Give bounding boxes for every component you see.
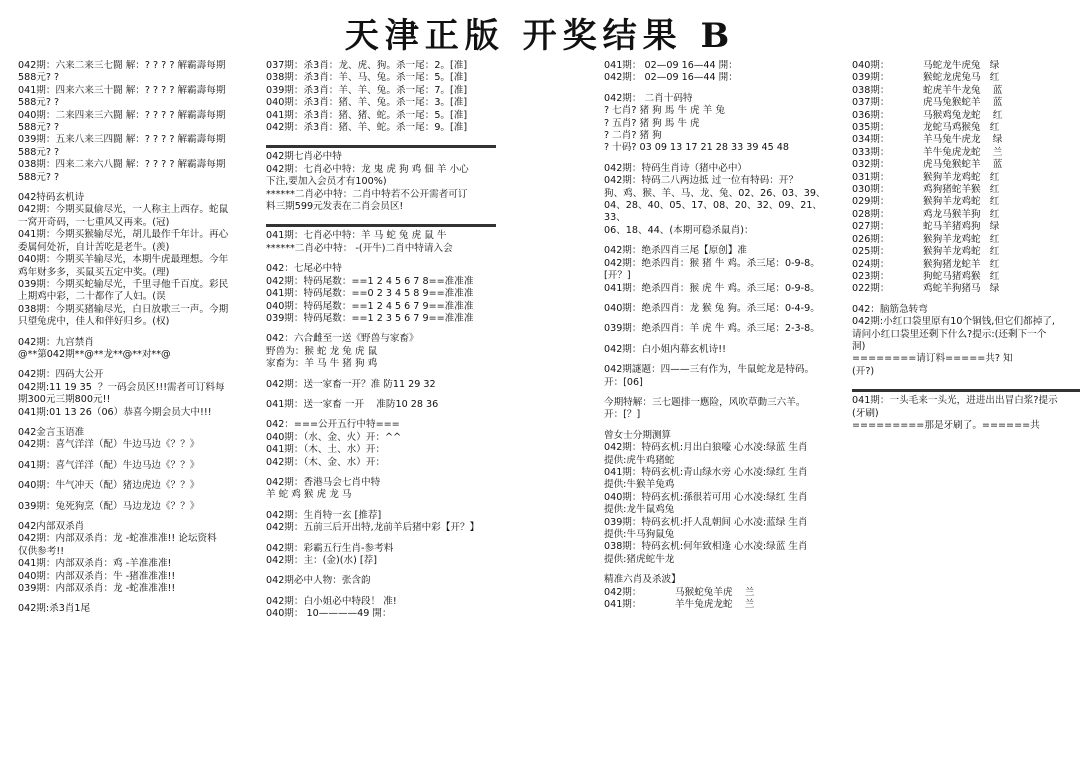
text-line: 041期：杀3肖：猪、猪、蛇。杀一尾：5。[准] <box>266 109 468 121</box>
text-line: 022期： 鸡蛇羊狗猪马 绿 <box>852 283 1000 295</box>
text-line: 025期： 猴狗羊龙鸡蛇 红 <box>852 246 1000 258</box>
text-line: 023期： 狗蛇马猪鸡猴 红 <box>852 270 1000 282</box>
text-line: 狗、鸡、猴、羊、马、龙、兔、02、26、03、39、 <box>604 187 826 199</box>
text-line: 041期： 羊牛兔虎龙蛇 兰 <box>604 599 755 611</box>
text-line: 038期：今期买猪输尽光，白日放歌三一声。今期 <box>18 303 229 315</box>
text-line: 031期： 猴狗羊龙鸡蛇 红 <box>852 171 1000 183</box>
text-line: 032期： 虎马兔猴蛇羊 蓝 <box>852 159 1003 171</box>
divider <box>266 224 496 227</box>
text-line <box>604 295 840 303</box>
text-line: ? 十码? 03 09 13 17 21 28 33 39 45 48 <box>604 142 789 154</box>
text-line <box>266 134 496 142</box>
text-line: 041期：喜气洋洋（配）牛边马边《？？》 <box>18 459 200 471</box>
text-line: ? 五肖? 猪 狗 馬 牛 虎 <box>604 117 700 129</box>
text-line: 042金言玉语准 <box>18 426 85 438</box>
text-line: 588元? ? <box>18 97 60 109</box>
text-line: 042期：主：(金)(水) [荐] <box>266 555 377 566</box>
text-line: 041期：今期买猴输尽光，胡儿最作千年计。再心 <box>18 229 229 241</box>
text-line: 039期：绝杀四肖：羊 虎 牛 鸡。杀三尾：2-3-8。 <box>604 323 820 335</box>
text-line: 039期：杀3肖：羊、羊、兔。杀一尾：7。[准] <box>266 84 468 96</box>
text-line: 042期：七肖必中特：龙 鬼 虎 狗 鸡 佃 羊 小心 <box>266 163 469 175</box>
text-line <box>852 378 1080 386</box>
text-line: 041期：特码玄机:青山绿水旁 心水凌:绿红 生肖 <box>604 466 808 478</box>
text-line: 042期：今期买鼠偷尽光，一人称主上西存。蛇鼠 <box>18 204 229 216</box>
text-line: 期300元三期800元!! <box>18 394 111 406</box>
text-line: 040期：杀3肖：猪、羊、兔。杀一尾：3。[准] <box>266 97 468 109</box>
text-line <box>18 419 256 427</box>
text-line: 只望兔虎中，佳人和伴好归乡。(权) <box>18 316 170 328</box>
text-line: 请问小红口袋里还剩下什么?提示:(还剩下一个 <box>852 328 1047 340</box>
text-line: 042期：喜气洋洋（配）牛边马边《？？》 <box>18 439 200 451</box>
text-line: 041期：一头毛来一头光，进进出出冒白浆?提示 <box>852 395 1058 407</box>
text-line: 041期：送一家畜 一开 准防10 28 36 <box>266 398 439 410</box>
text-line: 041期：四来六来三十闘 解：? ? ? ? 解霸壽每期 <box>18 84 226 96</box>
text-line: 039期： 猴蛇龙虎兔马 红 <box>852 72 1000 84</box>
text-line: 042期： 二肖十码特 <box>604 92 693 104</box>
text-line: =========那是牙刷了。======共 <box>852 419 1040 431</box>
text-line: 042期：内部双杀肖：龙 -蛇准准准!! 论坛资料 <box>18 533 217 545</box>
text-line: 041期：内部双杀肖：鸡 -羊准准准! <box>18 558 172 570</box>
text-line: 024期： 猴狗猪龙蛇羊 红 <box>852 258 1000 270</box>
text-line: 038期： 蛇虎羊牛龙兔 蓝 <box>852 84 1003 96</box>
text-line: ========请订料=====共? 知 <box>852 353 1013 365</box>
text-line <box>604 85 840 93</box>
text-line: 曾女士分期测算 <box>604 429 672 441</box>
text-line: 039期：特码玄机:扦人乱朝间 心水凌:蓝绿 生肖 <box>604 516 808 528</box>
text-line: 042：脑筋急转弯 <box>852 303 928 315</box>
text-line: 027期： 蛇马羊猪鸡狗 绿 <box>852 221 1000 233</box>
text-line: 039期：特码尾数：==1 2 3 5 6 7 9==准准准 <box>266 312 474 324</box>
text-line: 041期：绝杀四肖：猴 虎 牛 鸡。杀三尾：0-9-8。 <box>604 282 820 294</box>
text-line: 042期：六来二来三七闘 解：? ? ? ? 解霸壽每期 <box>18 60 226 71</box>
text-line: 040期：内部双杀肖：牛 -猪准准准!! <box>18 570 176 582</box>
text-line <box>266 535 496 543</box>
text-line: 588元? ? <box>18 72 60 84</box>
column-3 <box>604 60 840 765</box>
text-line: 精准六肖及杀波】 <box>604 574 681 586</box>
text-line: @**第042期**@**龙**@**对**@ <box>18 348 171 360</box>
text-line: 042期：特码二八两边抵 过一位有特码：开？ <box>604 175 799 187</box>
text-line: 039期：今期买蛇输尽光，千里寻他千百度。彩民 <box>18 278 229 290</box>
text-line: 040期： 10————49 開： <box>266 608 392 620</box>
text-line: 开：[？] <box>604 409 641 421</box>
text-line: 038期：杀3肖：羊、马、兔。杀一尾：5。[准] <box>266 72 468 84</box>
text-line <box>266 391 496 399</box>
text-line: 037期：杀3肖：龙、虎、狗。杀一尾：2。[准] <box>266 60 468 71</box>
text-line: 034期： 羊马兔牛虎龙 绿 <box>852 134 1003 146</box>
text-line: 040期：特码玄机:孫很若可用 心水凌:绿红 生肖 <box>604 491 808 503</box>
text-line: 042期：白小姐必中特段！ 准! <box>266 595 397 607</box>
text-line: 040期：今期买羊输尽光，本期牛虎最理想。今年 <box>18 254 229 266</box>
text-line: 588元? ? <box>18 122 60 134</box>
text-line: 料三期599元发表在二肖会员区! <box>266 201 404 213</box>
text-line: 委属何处祈，自计苦吃是老牛。(羡) <box>18 241 170 253</box>
text-line: 040期：二来四来三六闘 解：? ? ? ? 解霸壽每期 <box>18 109 226 121</box>
text-line <box>604 155 840 163</box>
text-line: 上期鸡中彩，二十都作了人妇。(误 <box>18 291 166 303</box>
text-line: 041期：特码尾数：==0 2 3 4 5 8 9==准准准 <box>266 288 474 300</box>
text-line: 029期： 猴狗羊龙鸡蛇 红 <box>852 196 1000 208</box>
text-line <box>266 469 496 477</box>
text-line: 仅供参考!! <box>18 545 65 557</box>
text-line: ? 二肖? 猪 狗 <box>604 130 662 142</box>
text-line: ******二肖必中特： -(开牛)二肖中特请入会 <box>266 242 453 254</box>
text-line: 042期:杀3肖1尾 <box>18 603 91 615</box>
text-line: 042期：绝杀四肖：猴 猪 牛 鸡。杀三尾：0-9-8。 <box>604 257 820 269</box>
text-line: 040期：牛气冲天（配）猪边虎边《？？》 <box>18 480 200 492</box>
text-line: 041期:01 13 26（06）恭喜今期会员大中!!! <box>18 406 212 418</box>
text-line: 026期： 猴狗羊龙鸡蛇 红 <box>852 233 1000 245</box>
page-title: 天津正版 开奖结果 B <box>344 16 736 56</box>
text-line <box>604 389 840 397</box>
text-line: 今期特解：三七题排一應险，风吹草動三六羊。 <box>604 396 806 408</box>
text-line: 提供:牛马狗鼠兔 <box>604 529 675 540</box>
text-line: 042期：白小姐内幕玄机诗!! <box>604 343 726 355</box>
text-line: 042期：生肖特一玄 [推荐] <box>266 509 382 521</box>
column-1 <box>18 60 256 765</box>
text-line: 036期： 马猴鸡兔龙蛇 红 <box>852 109 1003 121</box>
text-line: 042内部双杀肖 <box>18 521 85 532</box>
text-line <box>604 336 840 344</box>
text-line: 提供:牛猴羊兔鸡 <box>604 479 675 491</box>
text-line: 042期：特码生肖诗（猪中必中） <box>604 162 748 174</box>
text-line <box>852 296 1080 304</box>
text-line: 06、18、44、(本期可稳杀鼠肖)： <box>604 224 754 236</box>
text-line: 042期：四码大公开 <box>18 369 104 381</box>
text-line <box>18 493 256 501</box>
text-line: 04、28、40、05、17、08、20、32、09、21、33、 <box>604 200 823 224</box>
text-line: 一窝开奇码，一七重风又再来。(冠) <box>18 216 170 228</box>
text-line: 040期：绝杀四肖：龙 猴 兔 狗。杀三尾：0-4-9。 <box>604 302 820 314</box>
text-line: 洞) <box>852 340 866 352</box>
text-line: 033期： 羊牛兔虎龙蛇 兰 <box>852 146 1003 158</box>
text-line <box>18 513 256 521</box>
text-line: 042：===公开五行中特=== <box>266 419 400 431</box>
text-line: 042：六合雌至一送《野兽与家畜》 <box>266 333 419 345</box>
text-line: 鸡年财多多，买鼠买五定中奖。(理) <box>18 266 170 278</box>
text-line: [开？] <box>604 270 631 282</box>
text-line: 042期七肖必中特 <box>266 151 342 163</box>
text-line: 042期：杀3肖：猪、羊、蛇。杀一尾：9。[准] <box>266 122 468 134</box>
text-line <box>18 329 256 337</box>
text-line: 下注,要加入会员才有100%) <box>266 176 387 188</box>
text-line <box>604 356 840 364</box>
text-line: 042期：绝杀四肖三尾【原创】准 <box>604 245 748 257</box>
text-line: 038期：特码玄机:何年致相逢 心水凌:绿蓝 生肖 <box>604 541 808 553</box>
text-line <box>18 452 256 460</box>
text-line: 041期：七肖必中特：羊 马 蛇 兔 虎 鼠 牛 <box>266 230 447 242</box>
column-4 <box>852 60 1080 765</box>
text-line: 042期：香港马会七肖中特 <box>266 476 381 488</box>
text-line: 野兽为：猴 蛇 龙 兔 虎 鼠 <box>266 345 378 357</box>
text-line: 039期：内部双杀肖：龙 -蛇准准准!! <box>18 583 176 595</box>
text-line <box>266 371 496 379</box>
text-line: 提供:猪虎蛇牛龙 <box>604 553 675 565</box>
text-line: 039期：兔死狗烹（配）马边龙边《？？》 <box>18 500 200 512</box>
text-line <box>266 213 496 221</box>
text-line: 042期： 02—09 16—44 開： <box>604 72 738 84</box>
divider <box>852 389 1080 392</box>
text-line: 042期:小红口袋里原有10个铜钱,但它们都掉了, <box>852 316 1055 328</box>
text-line <box>18 184 256 192</box>
text-line: 042期：送一家畜一开？准 防11 29 32 <box>266 378 436 390</box>
text-line: 042期： 马猴蛇兔羊虎 兰 <box>604 586 755 598</box>
text-line: 042期：九宫禁肖 <box>18 336 94 348</box>
text-line: 041期： 02—09 16—44 開： <box>604 60 738 71</box>
text-line: 041期：（木、土、水）开： <box>266 444 386 456</box>
text-line: 039期：五来八来三四闘 解：? ? ? ? 解霸壽每期 <box>18 134 226 146</box>
text-line <box>266 588 496 596</box>
text-line: 040期： 马蛇龙牛虎兔 绿 <box>852 60 1000 71</box>
text-line: ******二肖必中特：二肖中特若不公开需者可订 <box>266 188 468 200</box>
text-line: (开?) <box>852 365 875 377</box>
text-line: 042期謎题：四——三有作为，牛鼠蛇龙是特码。 <box>604 364 815 376</box>
text-line: 042：七尾必中特 <box>266 263 342 275</box>
text-line: 提供:虎牛鸡猪蛇 <box>604 454 675 466</box>
text-line <box>18 472 256 480</box>
text-line: 588元? ? <box>18 171 60 183</box>
column-2 <box>266 60 496 765</box>
text-line: 042期必中人物：张含韵 <box>266 575 371 587</box>
text-line: 提供:龙牛鼠鸡兔 <box>604 504 675 516</box>
text-line: 038期：四来二来六八闘 解：? ? ? ? 解霸壽每期 <box>18 159 226 171</box>
text-line: 040期：特码尾数：==1 2 4 5 6 7 9==准准准 <box>266 300 474 312</box>
text-line: 042特码玄机诗 <box>18 192 85 204</box>
text-line: 042期：（木、金、水）开： <box>266 456 386 468</box>
text-line: 035期： 龙蛇马鸡猴兔 红 <box>852 122 1000 134</box>
text-line: 037期： 虎马兔猴蛇羊 蓝 <box>852 97 1003 109</box>
text-line: 030期： 鸡狗猪蛇羊猴 红 <box>852 184 1000 196</box>
text-line: 042期：特码尾数：==1 2 4 5 6 7 8==准准准 <box>266 275 474 287</box>
text-line: 588元? ? <box>18 146 60 158</box>
text-line: 开：[06] <box>604 376 643 388</box>
text-line: 042期:11 19 35 ？一码会员区!!!需者可订料每 <box>18 381 225 393</box>
text-line: ? 七肖? 猪 狗 馬 牛 虎 羊 兔 <box>604 105 725 117</box>
text-line: (牙刷) <box>852 407 879 419</box>
text-line: 家畜为：羊 马 牛 猪 狗 鸡 <box>266 358 378 370</box>
text-line: 042期：特码玄机:月出白狼嚎 心水凌:绿蓝 生肖 <box>604 442 808 454</box>
text-line: 042期：五前三后开出特,龙前羊后猪中彩【开？】 <box>266 522 480 534</box>
text-line <box>266 502 496 510</box>
text-line: 040期：（水、金、火）开：^^ <box>266 431 402 443</box>
text-line <box>604 422 840 430</box>
divider <box>266 145 496 148</box>
text-line: 羊 蛇 鸡 猴 虎 龙 马 <box>266 489 352 501</box>
text-line: 042期：彩霸五行生肖-参考料 <box>266 542 394 554</box>
text-line: 028期： 鸡龙马猴羊狗 红 <box>852 208 1000 220</box>
